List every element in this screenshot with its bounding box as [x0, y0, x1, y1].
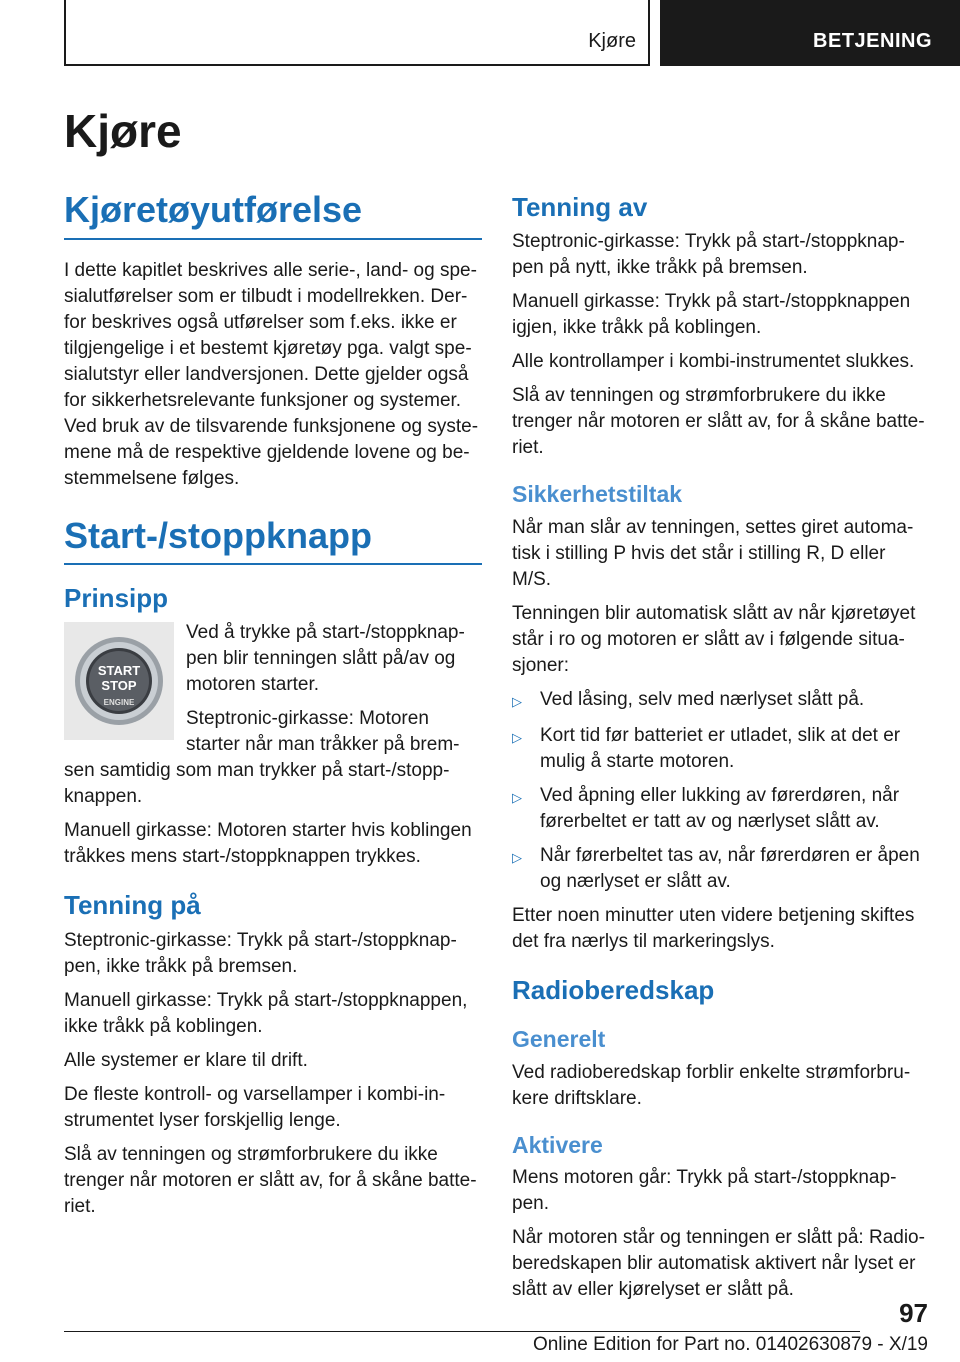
list-item — [512, 843, 926, 895]
footer-edition-text: Online Edition for Part no. 01402630879 - X/19 — [532, 1334, 928, 1355]
right-column — [512, 192, 926, 1311]
paragraph-tenning-av-4: Slå av tenningen og strømforbrukere du ikke trenger når motoren er slått av, for å skåne batteriet. — [512, 385, 925, 459]
paragraph-kjoretoyutforelse: I dette kapitlet beskrives alle serie-, land- og spesialutførelser som er tilbudt i modellrekken. Derfor beskrives også utførelser som f.eks. ikke er tilgjengelige i et bestemt kjøretøy pga. valgt spesialutstyr eller landversjonen. Dette gjelder også for sikkerhetsrelevante funksjoner og systemer. Ved bruk av de tilsvarende funksjonene og systemene må de respektive gjeldende lovene og bestemmelsene følges. — [64, 259, 479, 489]
paragraph-tenning-av-1: Steptronic-girkasse: Trykk på start-/stoppknappen på nytt, ikke tråkk på bremsen. — [512, 231, 905, 279]
list-item-text: Kort tid før batteriet er utladet, slik at det er mulig å starte motoren. — [540, 724, 901, 772]
list-item — [512, 783, 926, 835]
heading-radioberedskap: Radioberedskap — [512, 974, 715, 1005]
paragraph-tenning-av-2: Manuell girkasse: Trykk på start-/stoppknappen igjen, ikke tråkk på koblingen. — [512, 291, 911, 339]
paragraph-sikkerhet-3: Etter noen minutter uten videre betjening skiftes det fra nærlys til markeringslys. — [512, 904, 915, 952]
paragraph-sikkerhet-2: Tenningen blir automatisk slått av når kjøretøyet står i ro og motoren er slått av i følgende situasjoner: — [512, 602, 916, 676]
heading-generelt: Generelt — [512, 1025, 606, 1052]
paragraph-tenning-pa-4: De fleste kontroll- og varsellamper i kombi-instrumentet lyser forskjellig lenge. — [64, 1083, 446, 1131]
paragraph-sikkerhet-1: Når man slår av tenningen, settes giret automatisk i stilling P hvis det står i stilling R, D eller M/S. — [512, 516, 914, 590]
left-column — [64, 190, 482, 1228]
svg-text:START: START — [97, 663, 141, 679]
paragraph-prinsipp-3: Manuell girkasse: Motoren starter hvis koblingen tråkkes mens start-/stoppknappen trykkes. — [64, 820, 472, 868]
heading-sikkerhetstiltak: Sikkerhetstiltak — [512, 481, 683, 508]
list-item-text: Når førerbeltet tas av, når førerdøren er åpen og nærlyset er slått av. — [540, 844, 920, 892]
paragraph-tenning-pa-3: Alle systemer er klare til drift. — [64, 1049, 308, 1071]
heading-prinsipp: Prinsipp — [64, 583, 169, 614]
list-item — [512, 723, 926, 775]
triangle-bullet-icon: ▷ — [512, 693, 522, 709]
paragraph-aktivere-2: Når motoren står og tenningen er slått på: Radioberedskapen blir automatisk aktivert når lyset er slått av eller kjørelyset er slått på. — [512, 1227, 925, 1301]
paragraph-prinsipp-2: Steptronic-girkasse: Motoren starter når man tråkker på bremsen samtidig som man trykker på start-/stoppknappen. — [64, 708, 460, 808]
page-title: Kjøre — [64, 105, 182, 157]
heading-kjoretoyutforelse: Kjøretøyutførelse — [64, 190, 482, 240]
paragraph-aktivere-1: Mens motoren går: Trykk på start-/stoppknappen. — [512, 1167, 897, 1215]
footer-divider — [64, 1331, 860, 1332]
svg-text:STOP: STOP — [101, 678, 137, 694]
heading-tenning-pa: Tenning på — [64, 890, 201, 921]
start-stop-button-image — [64, 622, 174, 740]
page-number: 97 — [899, 1298, 928, 1328]
list-item-text: Ved låsing, selv med nærlyset slått på. — [540, 688, 865, 710]
heading-start-stoppknapp: Start-/stoppknapp — [64, 516, 482, 566]
header-chapter-title: BETJENING — [813, 30, 932, 52]
paragraph-generelt: Ved radioberedskap forblir enkelte strømforbrukere driftsklare. — [512, 1061, 911, 1109]
triangle-bullet-icon: ▷ — [512, 729, 522, 745]
triangle-bullet-icon: ▷ — [512, 789, 522, 805]
paragraph-tenning-av-3: Alle kontrollamper i kombi-instrumentet slukkes. — [512, 351, 915, 373]
list-item-text: Ved åpning eller lukking av førerdøren, når førerbeltet er tatt av og nærlyset slått av. — [540, 784, 900, 832]
paragraph-tenning-pa-5: Slå av tenningen og strømforbrukere du ikke trenger når motoren er slått av, for å skåne batteriet. — [64, 1143, 477, 1217]
page-header — [64, 0, 960, 66]
triangle-bullet-icon: ▷ — [512, 849, 522, 865]
list-item — [512, 687, 926, 715]
paragraph-tenning-pa-1: Steptronic-girkasse: Trykk på start-/stoppknappen, ikke tråkk på bremsen. — [64, 929, 457, 977]
heading-tenning-av: Tenning av — [512, 192, 648, 222]
heading-aktivere: Aktivere — [512, 1131, 603, 1158]
header-section-title: Kjøre — [588, 30, 636, 52]
svg-text:ENGINE: ENGINE — [103, 698, 135, 708]
paragraph-tenning-pa-2: Manuell girkasse: Trykk på start-/stoppknappen, ikke tråkk på koblingen. — [64, 989, 468, 1037]
header-chapter-tab — [660, 0, 960, 66]
header-section-box — [64, 0, 650, 66]
paragraph-prinsipp-1: Ved å trykke på start-/stoppknappen blir tenningen slått på/av og motoren starter. — [186, 622, 465, 696]
start-stop-engine-icon — [73, 635, 165, 727]
